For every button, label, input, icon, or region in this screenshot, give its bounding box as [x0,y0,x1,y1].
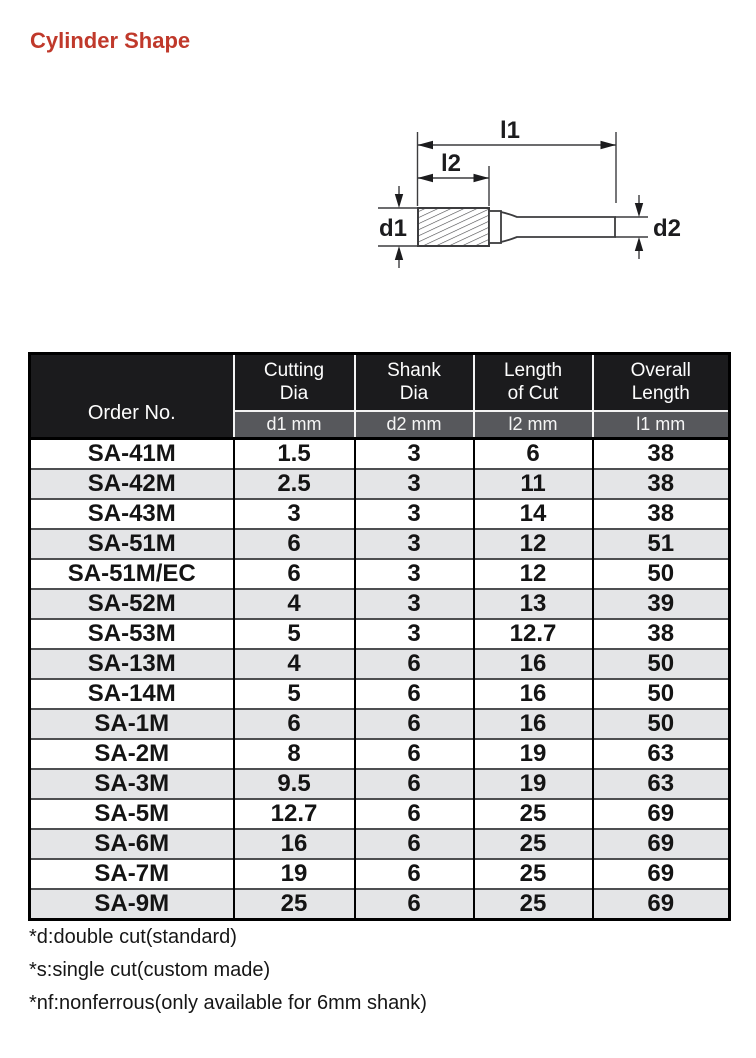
col-header-overall-length: Overall Length [593,354,730,412]
table-row [30,889,730,920]
table-row [30,739,730,769]
table-row [30,829,730,859]
shank-dia: 6 [355,649,474,679]
collar [489,211,501,243]
length-of-cut: 12 [474,559,593,589]
overall-length: 50 [593,679,730,709]
cutting-dia: 16 [234,829,355,859]
length-of-cut: 16 [474,679,593,709]
order-no: SA-42M [30,469,234,499]
overall-length: 38 [593,499,730,529]
cutting-dia: 6 [234,709,355,739]
shank-dia: 3 [355,589,474,619]
cutting-dia: 12.7 [234,799,355,829]
length-of-cut: 25 [474,889,593,920]
order-no: SA-52M [30,589,234,619]
shank-dia: 3 [355,619,474,649]
cutting-dia: 25 [234,889,355,920]
page-title: Cylinder Shape [30,28,191,53]
overall-length: 38 [593,469,730,499]
table-row [30,649,730,679]
length-of-cut: 19 [474,769,593,799]
order-no: SA-7M [30,859,234,889]
order-no: SA-51M/EC [30,559,234,589]
length-of-cut: 25 [474,829,593,859]
length-of-cut: 14 [474,499,593,529]
order-no: SA-1M [30,709,234,739]
overall-length: 63 [593,739,730,769]
table-row [30,859,730,889]
order-no: SA-9M [30,889,234,920]
cutting-dia: 5 [234,679,355,709]
cutting-dia: 2.5 [234,469,355,499]
taper-and-shank [501,212,615,242]
length-of-cut: 11 [474,469,593,499]
overall-length: 51 [593,529,730,559]
col-header-cutting-dia: Cutting Dia [234,354,355,412]
length-of-cut: 25 [474,859,593,889]
unit-l2-mm: l2 mm [474,411,593,439]
cutting-dia: 9.5 [234,769,355,799]
d1-label: d1 [378,215,408,242]
length-of-cut: 12 [474,529,593,559]
cutting-dia: 1.5 [234,439,355,470]
order-no: SA-41M [30,439,234,470]
length-of-cut: 25 [474,799,593,829]
cutting-dia: 6 [234,529,355,559]
table-row [30,679,730,709]
shank-dia: 6 [355,889,474,920]
order-no: SA-5M [30,799,234,829]
note-double-cut: *d:double cut(standard) [29,926,237,948]
shank-dia: 6 [355,829,474,859]
unit-d2-mm: d2 mm [355,411,474,439]
table-row [30,499,730,529]
header-row-main [30,354,730,412]
overall-length: 50 [593,649,730,679]
shank-dia: 3 [355,499,474,529]
shank-dia: 6 [355,769,474,799]
table-row [30,769,730,799]
order-no: SA-6M [30,829,234,859]
overall-length: 38 [593,619,730,649]
shank-dia: 6 [355,799,474,829]
table-row [30,529,730,559]
order-no: SA-13M [30,649,234,679]
cutting-dia: 3 [234,499,355,529]
cylinder-burr-diagram [360,105,720,295]
table-row [30,589,730,619]
overall-length: 63 [593,769,730,799]
order-no: SA-53M [30,619,234,649]
shank-dia: 3 [355,529,474,559]
length-of-cut: 13 [474,589,593,619]
unit-d1-mm: d1 mm [234,411,355,439]
cutting-head [418,208,489,246]
l1-label: l1 [499,117,521,144]
note-single-cut: *s:single cut(custom made) [29,959,271,981]
shank-dia: 3 [355,559,474,589]
overall-length: 38 [593,439,730,470]
cutting-dia: 19 [234,859,355,889]
shank-dia: 6 [355,679,474,709]
unit-l1-mm: l1 mm [593,411,730,439]
d2-dimension [615,195,648,259]
shank-dia: 3 [355,439,474,470]
cutting-dia: 4 [234,649,355,679]
tool-outline [418,208,615,246]
shank-dia: 6 [355,709,474,739]
table-row [30,469,730,499]
length-of-cut: 16 [474,709,593,739]
shank-dia: 6 [355,739,474,769]
overall-length: 69 [593,889,730,920]
overall-length: 69 [593,859,730,889]
table-row [30,439,730,470]
col-header-order-no: Order No. [30,354,234,439]
order-no: SA-2M [30,739,234,769]
col-header-shank-dia: Shank Dia [355,354,474,412]
overall-length: 50 [593,709,730,739]
l2-label: l2 [440,150,462,177]
cutting-dia: 8 [234,739,355,769]
length-of-cut: 19 [474,739,593,769]
table-row [30,799,730,829]
cutting-dia: 5 [234,619,355,649]
length-of-cut: 12.7 [474,619,593,649]
table-row [30,559,730,589]
length-of-cut: 6 [474,439,593,470]
overall-length: 69 [593,829,730,859]
shank-dia: 3 [355,469,474,499]
overall-length: 39 [593,589,730,619]
col-header-length-of-cut: Length of Cut [474,354,593,412]
overall-length: 69 [593,799,730,829]
order-no: SA-14M [30,679,234,709]
cutting-dia: 6 [234,559,355,589]
overall-length: 50 [593,559,730,589]
note-nonferrous: *nf:nonferrous(only available for 6mm shank) [29,992,427,1014]
table-row [30,619,730,649]
length-of-cut: 16 [474,649,593,679]
table-row [30,709,730,739]
shank-dia: 6 [355,859,474,889]
order-no: SA-51M [30,529,234,559]
footnotes [29,921,427,1020]
order-no: SA-3M [30,769,234,799]
spec-table [28,352,731,921]
cutting-dia: 4 [234,589,355,619]
order-no: SA-43M [30,499,234,529]
d2-label: d2 [652,215,682,242]
